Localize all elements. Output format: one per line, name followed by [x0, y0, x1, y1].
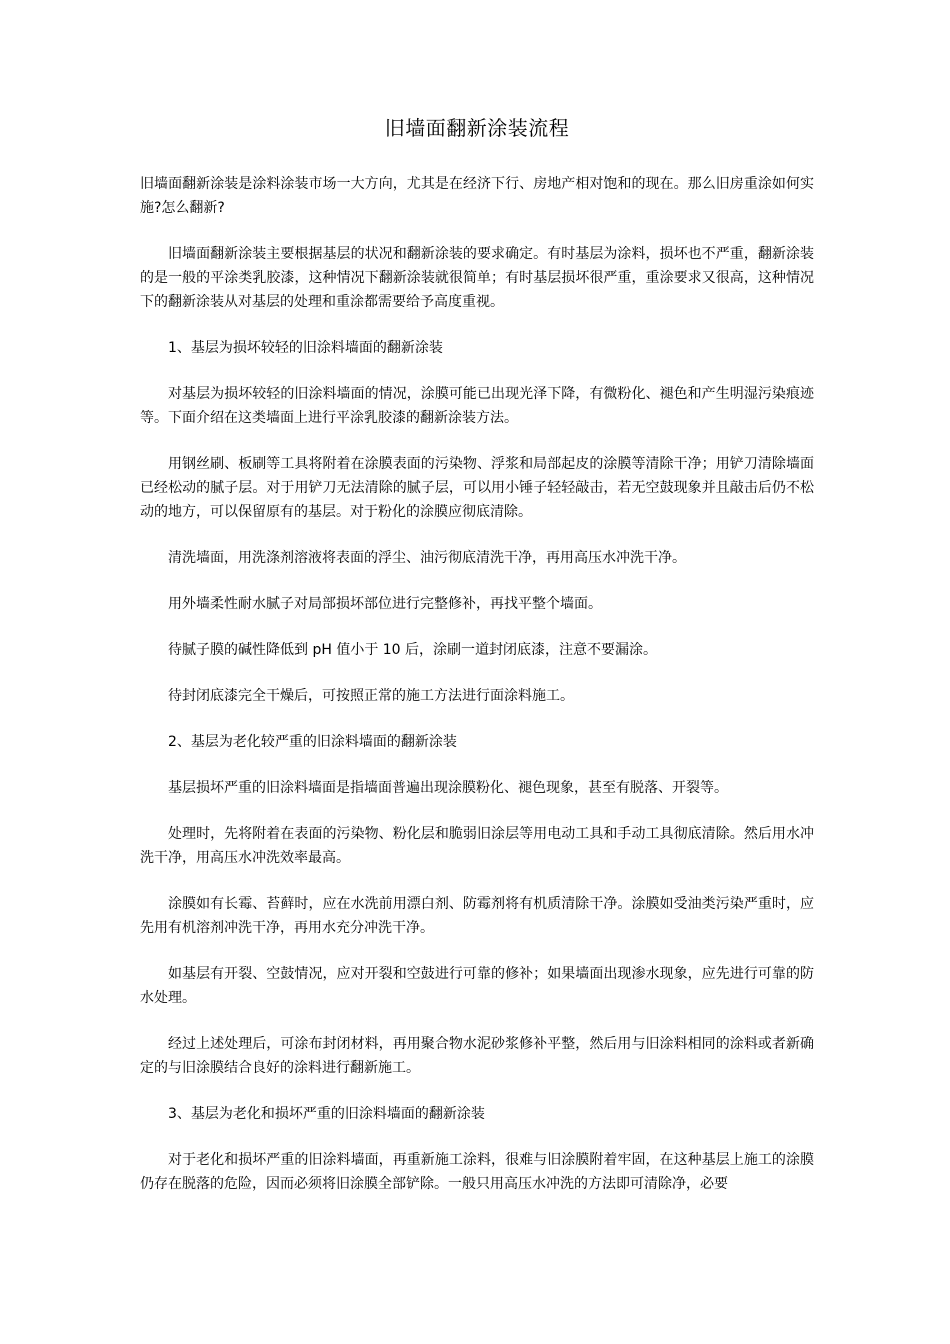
document-page	[140, 112, 814, 1218]
body-paragraph: 涂膜如有长霉、苔藓时，应在水洗前用漂白剂、防霉剂将有机质清除干净。涂膜如受油类污染严重时，应先用有机溶剂冲洗干净，再用水充分冲洗干净。	[140, 896, 814, 936]
body-paragraph: 清洗墙面，用洗涤剂溶液将表面的浮尘、油污彻底清洗干净，再用高压水冲洗干净。	[168, 550, 686, 566]
body-paragraph: 用钢丝刷、板刷等工具将附着在涂膜表面的污染物、浮浆和局部起皮的涂膜等清除干净；用铲刀清除墙面已经松动的腻子层。对于用铲刀无法清除的腻子层，可以用小锤子轻轻敲击，若无空鼓现象并且敲击后仍不松动的地方，可以保留原有的基层。对于粉化的涂膜应彻底清除。	[140, 456, 814, 520]
section-heading-2: 2、基层为老化较严重的旧涂料墙面的翻新涂装	[168, 734, 457, 750]
body-paragraph: 待封闭底漆完全干燥后，可按照正常的施工方法进行面涂料施工。	[168, 688, 574, 704]
section-heading-1: 1、基层为损坏较轻的旧涂料墙面的翻新涂装	[168, 340, 443, 356]
section-heading-3: 3、基层为老化和损坏严重的旧涂料墙面的翻新涂装	[168, 1106, 485, 1122]
body-paragraph: 对于老化和损坏严重的旧涂料墙面，再重新施工涂料，很难与旧涂膜附着牢固，在这种基层上施工的涂膜仍存在脱落的危险，因而必须将旧涂膜全部铲除。一般只用高压水冲洗的方法即可清除净，必要	[140, 1152, 814, 1192]
body-paragraph: 处理时，先将附着在表面的污染物、粉化层和脆弱旧涂层等用电动工具和手动工具彻底清除。然后用水冲洗干净，用高压水冲洗效率最高。	[140, 826, 814, 866]
body-paragraph: 用外墙柔性耐水腻子对局部损坏部位进行完整修补，再找平整个墙面。	[168, 596, 602, 612]
body-paragraph: 对基层为损坏较轻的旧涂料墙面的情况，涂膜可能已出现光泽下降，有微粉化、褪色和产生明湿污染痕迹等。下面介绍在这类墙面上进行平涂乳胶漆的翻新涂装方法。	[140, 386, 814, 426]
overview-paragraph: 旧墙面翻新涂装主要根据基层的状况和翻新涂装的要求确定。有时基层为涂料，损坏也不严重，翻新涂装的是一般的平涂类乳胶漆，这种情况下翻新涂装就很简单；有时基层损坏很严重，重涂要求又很高，这种情况下的翻新涂装从对基层的处理和重涂都需要给予高度重视。	[140, 246, 814, 310]
document-title: 旧墙面翻新涂装流程	[384, 116, 570, 140]
body-paragraph: 待腻子膜的碱性降低到 pH 值小于 10 后，涂刷一道封闭底漆，注意不要漏涂。	[168, 642, 658, 658]
body-paragraph: 如基层有开裂、空鼓情况，应对开裂和空鼓进行可靠的修补；如果墙面出现渗水现象，应先进行可靠的防水处理。	[140, 966, 814, 1006]
intro-paragraph: 旧墙面翻新涂装是涂料涂装市场一大方向，尤其是在经济下行、房地产相对饱和的现在。那么旧房重涂如何实施?怎么翻新?	[140, 176, 814, 216]
body-paragraph: 基层损坏严重的旧涂料墙面是指墙面普遍出现涂膜粉化、褪色现象，甚至有脱落、开裂等。	[168, 780, 728, 796]
body-paragraph: 经过上述处理后，可涂布封闭材料，再用聚合物水泥砂浆修补平整，然后用与旧涂料相同的涂料或者新确定的与旧涂膜结合良好的涂料进行翻新施工。	[140, 1036, 814, 1076]
